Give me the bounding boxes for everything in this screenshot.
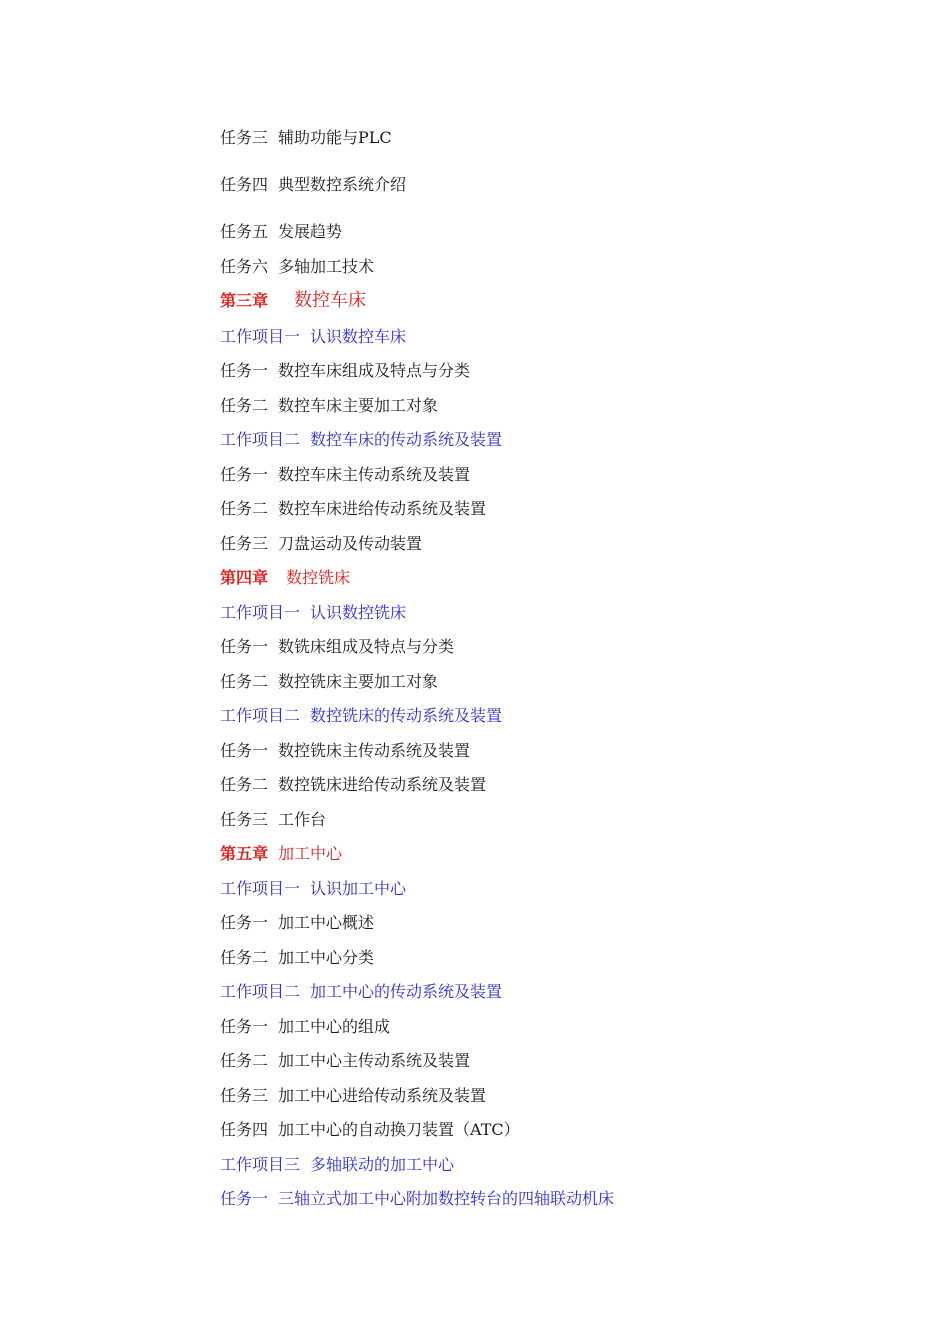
toc-task [220,1086,486,1106]
toc-task [220,465,470,485]
task-title: 加工中心的自动换刀装置（ATC） [278,1120,520,1139]
task-title: 数控车床主要加工对象 [278,396,439,415]
task-title: 数控车床进给传动系统及装置 [278,499,487,518]
project-title: 认识加工中心 [310,879,407,898]
task-label: 任务六 [220,257,269,276]
task-label: 任务二 [220,396,269,415]
task-label: 任务三 [220,534,269,553]
project-label: 工作项目二 [220,706,301,725]
project-title: 认识数控车床 [310,327,407,346]
task-title: 加工中心的组成 [278,1017,391,1036]
toc-task [220,1120,520,1140]
task-title: 典型数控系统介绍 [278,175,407,194]
task-title: 数控铣床进给传动系统及装置 [278,775,487,794]
task-label: 任务二 [220,948,269,967]
task-label: 任务一 [220,465,269,484]
project-label: 工作项目二 [220,982,301,1001]
task-title: 三轴立式加工中心附加数控转台的四轴联动机床 [278,1189,615,1208]
task-label: 任务一 [220,913,269,932]
toc-task [220,948,374,968]
toc-project [220,1155,454,1175]
chapter-title: 加工中心 [278,844,343,863]
toc-task [220,913,374,933]
toc-task [220,361,470,381]
toc-task [220,672,438,692]
task-title: 加工中心进给传动系统及装置 [278,1086,487,1105]
chapter-number: 第三章 [220,291,269,310]
chapter-number: 第五章 [220,844,269,863]
task-label: 任务一 [220,1017,269,1036]
chapter-number: 第四章 [220,568,269,587]
task-label: 任务三 [220,810,269,829]
project-title: 数控铣床的传动系统及装置 [310,706,503,725]
task-title: 多轴加工技术 [278,257,375,276]
toc-project [220,879,406,899]
task-label: 任务二 [220,775,269,794]
toc-task [220,499,486,519]
toc-task [220,175,406,195]
toc-task [220,1051,470,1071]
project-label: 工作项目一 [220,879,301,898]
toc-task [220,810,326,830]
toc-chapter-heading [220,568,350,588]
toc-task [220,637,454,657]
toc-task [220,775,486,795]
task-title: 加工中心主传动系统及装置 [278,1051,471,1070]
project-label: 工作项目二 [220,430,301,449]
toc-project [220,603,406,623]
toc-task [220,257,374,277]
toc-task [220,741,470,761]
task-title: 发展趋势 [278,222,343,241]
task-label: 任务一 [220,361,269,380]
task-title: 加工中心概述 [278,913,375,932]
task-label: 任务一 [220,1189,269,1208]
toc-chapter-heading [220,291,366,311]
task-title: 数铣床组成及特点与分类 [278,637,455,656]
project-title: 数控车床的传动系统及装置 [310,430,503,449]
task-title: 加工中心分类 [278,948,375,967]
task-label: 任务五 [220,222,269,241]
task-label: 任务四 [220,1120,269,1139]
task-title: 数控铣床主要加工对象 [278,672,439,691]
toc-project [220,327,406,347]
project-label: 工作项目一 [220,603,301,622]
task-title: 辅助功能与PLC [278,128,392,147]
task-title: 数控铣床主传动系统及装置 [278,741,471,760]
task-label: 任务一 [220,741,269,760]
task-label: 任务四 [220,175,269,194]
toc-project [220,430,502,450]
task-label: 任务二 [220,672,269,691]
project-title: 加工中心的传动系统及装置 [310,982,503,1001]
toc-task [220,222,342,242]
task-title: 刀盘运动及传动装置 [278,534,423,553]
task-title: 数控车床组成及特点与分类 [278,361,471,380]
toc-task [220,1017,390,1037]
task-label: 任务二 [220,499,269,518]
task-label: 任务一 [220,637,269,656]
project-title: 多轴联动的加工中心 [310,1155,455,1174]
task-label: 任务二 [220,1051,269,1070]
chapter-title: 数控车床 [294,290,367,311]
task-title: 数控车床主传动系统及装置 [278,465,471,484]
toc-project [220,982,502,1002]
project-title: 认识数控铣床 [310,603,407,622]
toc-task [220,128,392,148]
toc-task [220,534,422,554]
task-label: 任务三 [220,1086,269,1105]
task-label: 任务三 [220,128,269,147]
chapter-title: 数控铣床 [286,568,351,587]
task-title: 工作台 [278,810,327,829]
project-label: 工作项目一 [220,327,301,346]
toc-chapter-heading [220,844,342,864]
toc-task-highlighted [220,1189,614,1209]
toc-task [220,396,438,416]
toc-project [220,706,502,726]
project-label: 工作项目三 [220,1155,301,1174]
